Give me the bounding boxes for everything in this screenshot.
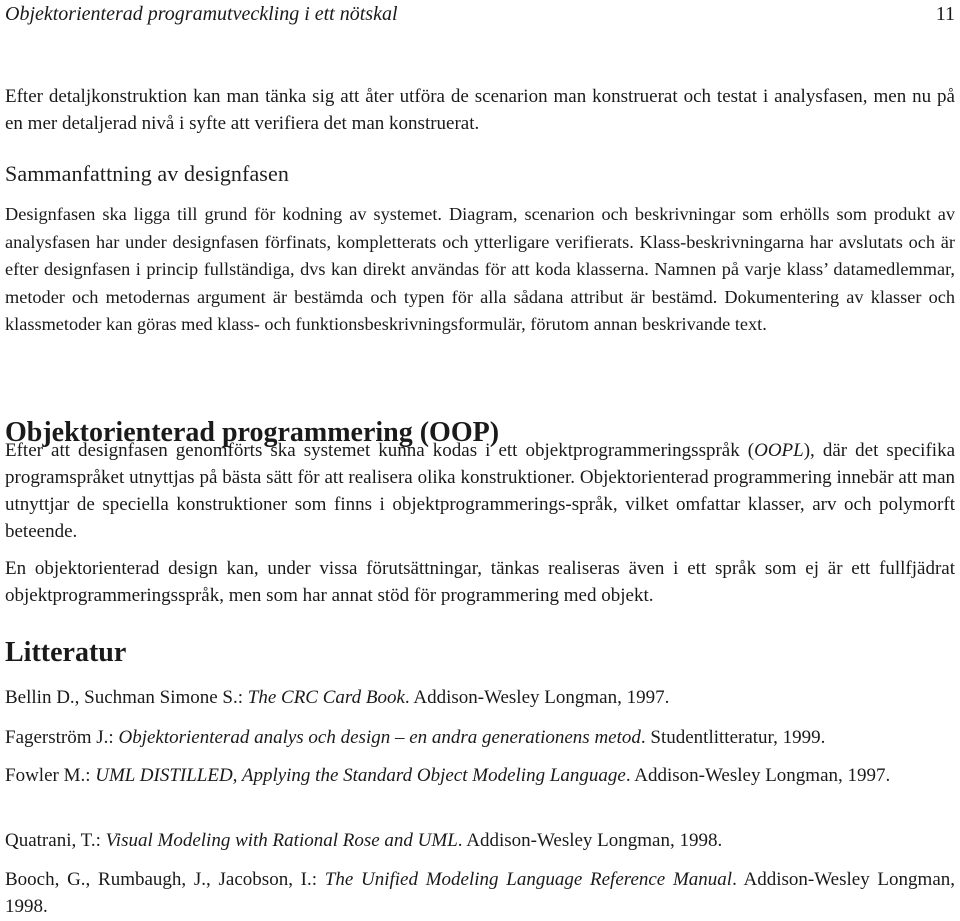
reference-item xyxy=(5,684,955,711)
reference-authors: Quatrani, T.: xyxy=(5,830,106,851)
oop-paragraph-1-start: Efter att designfasen genomförts ska systemet kunna kodas i ett objektprogrammeringsspråk ( xyxy=(5,440,755,461)
reference-item xyxy=(5,724,955,751)
oop-paragraph-2: En objektorienterad design kan, under vissa förutsättningar, tänkas realiseras även i ett språk som ej är ett fullfjädrat objektprogrammeringsspråk, men som har annat stöd för programmering med objekt. xyxy=(5,558,955,606)
literature-heading: Litteratur xyxy=(5,637,127,668)
reference-title: Objektorienterad analys och design – en andra generationens metod xyxy=(118,727,641,748)
reference-title: The CRC Card Book xyxy=(247,687,405,708)
reference-authors: Booch, G., Rumbaugh, J., Jacobson, I.: xyxy=(5,869,325,890)
oop-heading: Objektorienterad programmering (OOP) xyxy=(5,417,500,448)
oop-paragraph-1-end: ), där det specifika programspråket utnyttjas på bästa sätt för att realisera olika konstruktioner. Objektorienterad programmering innebär att man utnyttjar de speciella konstruktioner som finns i objektprogrammerings-språk, vilket omfattar klasser, arv och polymorft beteende. xyxy=(5,440,955,542)
running-header-title: Objektorienterad programutveckling i ett nötskal xyxy=(5,3,398,25)
reference-publisher: . Addison-Wesley Longman, 1997. xyxy=(404,687,670,708)
oopl-abbreviation: OOPL xyxy=(754,440,804,461)
reference-authors: Fowler M.: xyxy=(5,765,96,786)
oop-paragraph-1 xyxy=(5,437,955,545)
running-header xyxy=(5,2,955,26)
reference-authors: Bellin D., Suchman Simone S.: xyxy=(5,687,248,708)
reference-item xyxy=(5,827,955,854)
reference-publisher: . Addison-Wesley Longman, 1997. xyxy=(625,765,891,786)
intro-paragraph: Efter detaljkonstruktion kan man tänka sig att åter utföra de scenarion man konstruerat och testat i analysfasen, men nu på en mer detaljerad nivå i syfte att verifiera det man konstruerat. xyxy=(5,86,955,134)
reference-authors: Fagerström J.: xyxy=(5,727,119,748)
design-summary-heading: Sammanfattning av designfasen xyxy=(5,161,289,186)
reference-item xyxy=(5,866,955,920)
reference-publisher: . Studentlitteratur, 1999. xyxy=(640,727,826,748)
page-number: 11 xyxy=(935,3,955,25)
design-summary-paragraph: Designfasen ska ligga till grund för kodning av systemet. Diagram, scenarion och beskrivningar som erhölls som produkt av analysfasen har under designfasen förfinats, kompletterats och ytterligare verifierats. Klass-beskrivningarna har avslutats och är efter designfasen i princip fullständiga, dvs kan direkt användas för att koda klasserna. Namnen på varje klass’ datamedlemmar, metoder och metodernas argument är bestämda och typen för alla sådana attribut är bestämd. Dokumentering av klasser och klassmetoder kan göras med klass- och funktionsbeskrivningsformulär, förutom annan beskrivande text. xyxy=(5,204,955,335)
reference-title: Visual Modeling with Rational Rose and UML xyxy=(105,830,458,851)
reference-item xyxy=(5,762,955,789)
reference-publisher: . Addison-Wesley Longman, 1998. xyxy=(5,869,955,917)
reference-publisher: . Addison-Wesley Longman, 1998. xyxy=(457,830,723,851)
reference-title: The Unified Modeling Language Reference Manual xyxy=(324,869,733,890)
reference-title: UML DISTILLED, Applying the Standard Object Modeling Language xyxy=(95,765,626,786)
